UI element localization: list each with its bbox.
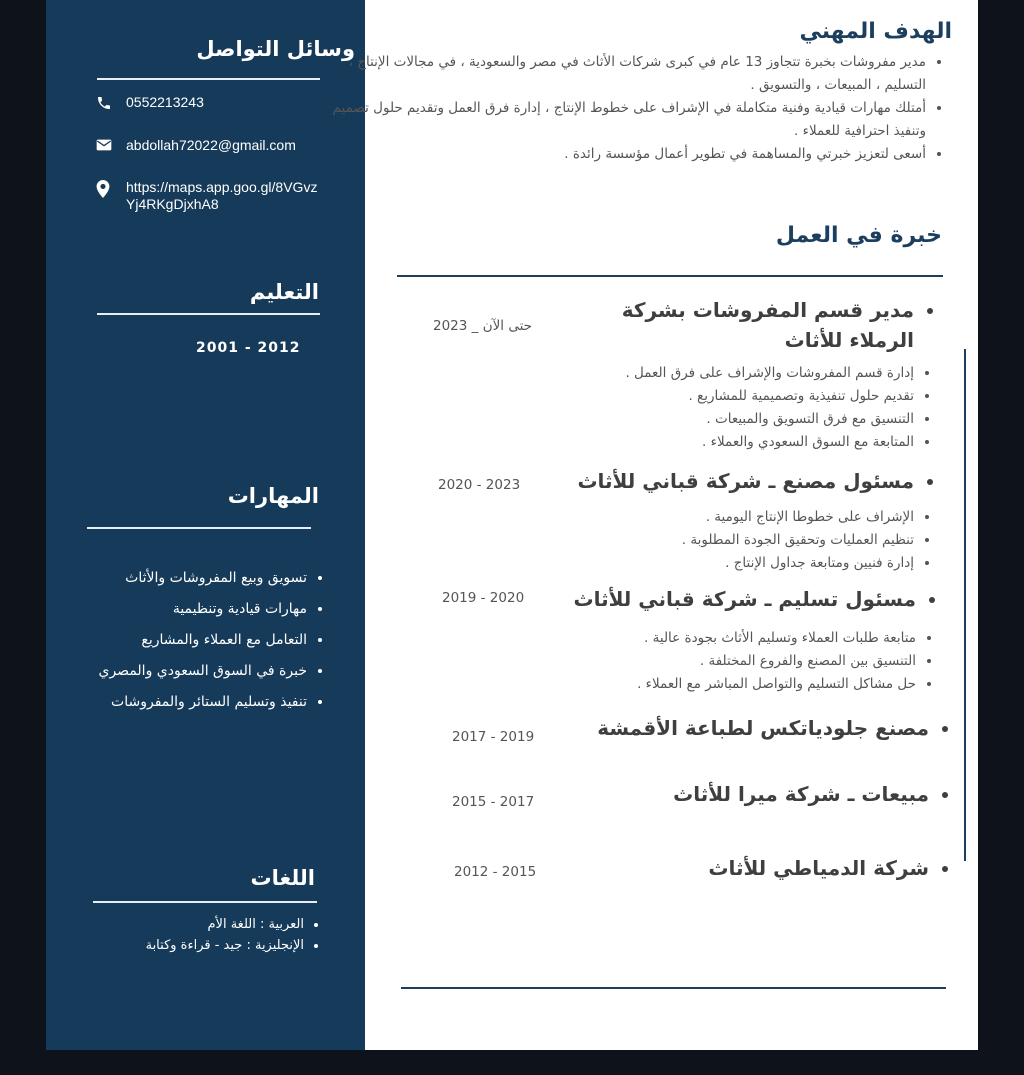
job-date: 2019 - 2020 bbox=[442, 590, 525, 606]
skill-item: • تنفيذ وتسليم الستائر والمفروشات bbox=[46, 690, 307, 721]
duty-item: • المتابعة مع السوق السعودي والعملاء . bbox=[534, 431, 914, 454]
job-title bbox=[556, 584, 938, 614]
skill-item: • تسويق وبيع المفروشات والأثاث bbox=[46, 566, 307, 597]
job-date: حتى الآن _ 2023 bbox=[433, 318, 533, 334]
job-date: 2015 - 2017 bbox=[452, 794, 535, 810]
skills-divider bbox=[87, 527, 311, 529]
job-duties bbox=[516, 627, 938, 696]
languages-divider bbox=[93, 901, 317, 903]
languages-list bbox=[74, 915, 322, 957]
timeline-line bbox=[964, 349, 966, 861]
duty-item: • تنظيم العمليات وتحقيق الجودة المطلوبة . bbox=[534, 529, 914, 552]
contact-email[interactable] bbox=[96, 137, 326, 177]
mail-icon bbox=[96, 138, 112, 152]
job-title-text: • مصنع جلودياتكس لطباعة الأقمشة bbox=[549, 713, 929, 743]
bottom-divider bbox=[401, 987, 946, 989]
duty-item: • متابعة طلبات العملاء وتسليم الأثاث بجودة عالية . bbox=[516, 627, 916, 650]
contact-location-text: https://maps.app.goo.gl/8VGvzYj4RKgDjxhA8 bbox=[126, 179, 318, 212]
language-item: • العربية : اللغة الأم bbox=[74, 915, 304, 936]
objective-item: • أمتلك مهارات قيادية وفنية متكاملة في الإشراف على خطوط الإنتاج ، إدارة فرق العمل وتقديم حلول تصميم وتنفيذ احترافية للعملاء . bbox=[326, 97, 926, 143]
objective-item: • أسعى لتعزيز خبرتي والمساهمة في تطوير أعمال مؤسسة رائدة . bbox=[326, 143, 926, 166]
contact-location[interactable] bbox=[96, 179, 326, 219]
skill-item: • التعامل مع العملاء والمشاريع bbox=[46, 628, 307, 659]
duty-item: • إدارة قسم المفروشات والإشراف على فرق العمل . bbox=[534, 362, 914, 385]
job-date: 2020 - 2023 bbox=[438, 477, 521, 493]
language-item: • الإنجليزية : جيد - قراءة وكتابة bbox=[74, 936, 304, 957]
job-title bbox=[549, 713, 951, 743]
job-title bbox=[549, 779, 951, 809]
duty-item: • التنسيق بين المصنع والفروع المختلفة . bbox=[516, 650, 916, 673]
job-duties bbox=[534, 506, 936, 575]
duty-item: • التنسيق مع فرق التسويق والمبيعات . bbox=[534, 408, 914, 431]
duty-item: • حل مشاكل التسليم والتواصل المباشر مع العملاء . bbox=[516, 673, 916, 696]
job-title-text: • مبيعات ـ شركة ميرا للأثاث bbox=[549, 779, 929, 809]
objective-heading: الهدف المهني bbox=[799, 19, 952, 44]
objective-list bbox=[326, 51, 950, 166]
duty-item: • الإشراف على خطوطا الإنتاج اليومية . bbox=[534, 506, 914, 529]
education-divider bbox=[97, 313, 320, 315]
job-title bbox=[584, 295, 936, 355]
job-date: 2012 - 2015 bbox=[454, 864, 537, 880]
job-title bbox=[554, 466, 936, 496]
job-title bbox=[549, 853, 951, 883]
duty-item: • تقديم حلول تنفيذية وتصميمية للمشاريع . bbox=[534, 385, 914, 408]
objective-item: • مدير مفروشات بخبرة تتجاوز 13 عام في كبرى شركات الأثاث في مصر والسعودية ، في مجالات الإنتاج ، التسليم ، المبيعات ، والتسويق . bbox=[326, 51, 926, 97]
job-title-text: • مسئول تسليم ـ شركة قباني للأثاث bbox=[556, 584, 916, 614]
phone-icon bbox=[96, 95, 112, 111]
contact-phone-text: 0552213243 bbox=[126, 94, 204, 110]
skills-list bbox=[46, 566, 325, 721]
languages-heading: اللغات bbox=[250, 866, 315, 890]
job-duties bbox=[534, 362, 936, 454]
contact-heading: وسائل التواصل bbox=[196, 37, 355, 61]
skill-item: • مهارات قيادية وتنظيمية bbox=[46, 597, 307, 628]
education-heading: التعليم bbox=[249, 280, 319, 304]
contact-email-text: abdollah72022@gmail.com bbox=[126, 137, 296, 153]
experience-heading: خبرة في العمل bbox=[775, 223, 942, 248]
sidebar bbox=[46, 0, 365, 1050]
experience-divider bbox=[397, 275, 943, 277]
skills-heading: المهارات bbox=[227, 484, 319, 508]
job-title-text: • شركة الدمياطي للأثاث bbox=[549, 853, 929, 883]
job-date: 2017 - 2019 bbox=[452, 729, 535, 745]
contact-divider bbox=[97, 78, 320, 80]
resume-page bbox=[46, 0, 978, 1050]
skill-item: • خبرة في السوق السعودي والمصري bbox=[46, 659, 307, 690]
job-title-text: • مسئول مصنع ـ شركة قباني للأثاث bbox=[554, 466, 914, 496]
job-title-text: • مدير قسم المفروشات بشركة الرملاء للأثاث bbox=[584, 295, 914, 355]
duty-item: • إدارة فنيين ومتابعة جداول الإنتاج . bbox=[534, 552, 914, 575]
location-icon bbox=[96, 180, 110, 198]
main-content bbox=[332, 0, 978, 1050]
contact-phone[interactable] bbox=[96, 94, 326, 134]
education-years: 2012 - 2001 bbox=[196, 340, 301, 356]
